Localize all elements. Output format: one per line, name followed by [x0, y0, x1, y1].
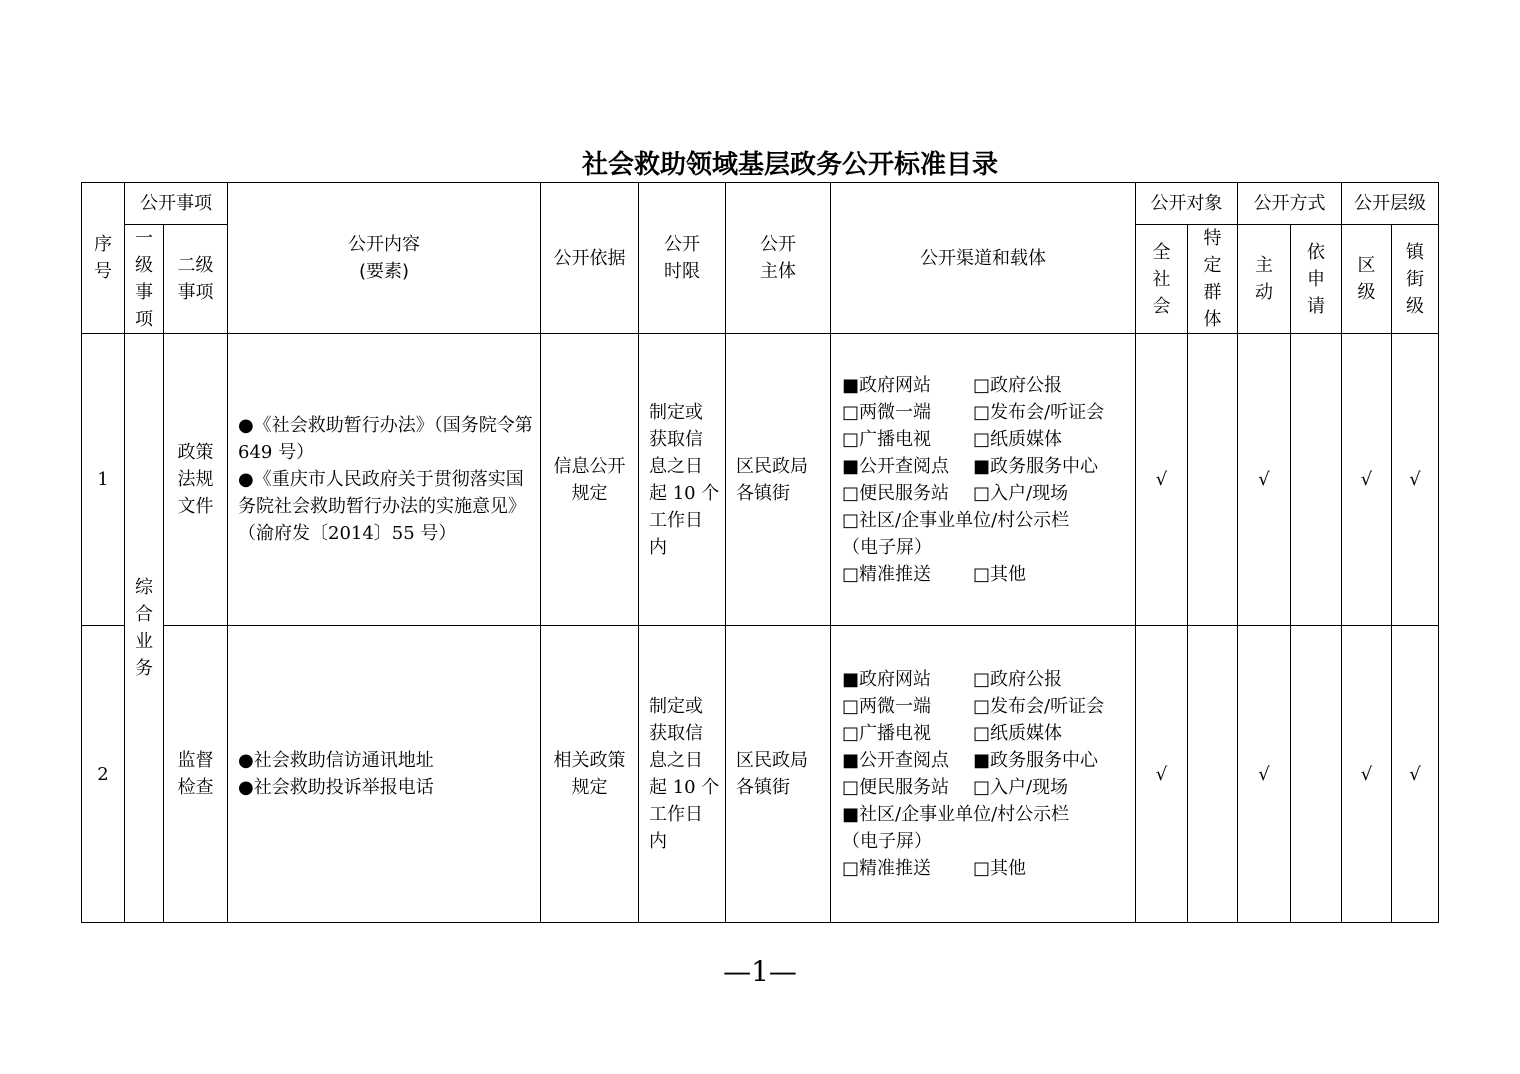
- content-item: ●《社会救助暂行办法》（国务院令第 649 号）: [238, 415, 533, 463]
- channel-line: □精准推送 □其他: [842, 858, 1027, 879]
- header-basis: 公开依据: [541, 183, 639, 334]
- channel-line: □社区/企事业单位/村公示栏: [842, 509, 1070, 531]
- header-target-specific: 特 定 群 体: [1188, 225, 1238, 334]
- header-level2: 二级 事项: [164, 225, 228, 334]
- header-item-group: 公开事项: [125, 183, 228, 225]
- row-level2: 政策 法规 文件: [164, 334, 228, 626]
- row-method-active: √: [1238, 334, 1291, 626]
- document-title: 社会救助领域基层政务公开标准目录: [581, 150, 998, 180]
- header-method-group: 公开方式: [1238, 183, 1342, 225]
- row-content: [228, 334, 541, 626]
- header-target-group: 公开对象: [1136, 183, 1238, 225]
- channel-line: □精准推送 □其他: [842, 563, 1027, 585]
- row-target-all: √: [1136, 334, 1188, 626]
- row-level-district: √: [1342, 334, 1392, 626]
- header-seq: 序 号: [82, 183, 125, 334]
- row-level-town: √: [1392, 334, 1439, 626]
- row-method-request: [1291, 334, 1342, 626]
- header-method-request: 依 申 请: [1291, 225, 1342, 334]
- row-basis: 信息公开 规定: [541, 334, 639, 626]
- row-channels: [831, 626, 1136, 923]
- level1-item: 综 合 业 务: [125, 334, 164, 923]
- row-level2: 监督 检查: [164, 626, 228, 923]
- row-level-district: √: [1342, 626, 1392, 923]
- row-subject: 区民政局 各镇街: [726, 626, 831, 923]
- channel-line: ■公开查阅点 ■政务服务中心: [842, 455, 1099, 477]
- row-method-request: [1291, 626, 1342, 923]
- header-target-all: 全 社 会: [1136, 225, 1188, 334]
- row-content: [228, 626, 541, 923]
- header-level-town: 镇 街 级: [1392, 225, 1439, 334]
- channel-line: （电子屏）: [842, 536, 932, 558]
- table-row: [82, 626, 1439, 923]
- header-row-1: [82, 183, 1439, 225]
- row-subject: 区民政局 各镇街: [726, 334, 831, 626]
- header-level-group: 公开层级: [1342, 183, 1439, 225]
- row-seq: 1: [82, 334, 125, 626]
- row-seq: 2: [82, 626, 125, 923]
- channel-line: □便民服务站 □入户/现场: [842, 482, 1069, 504]
- row-time-limit: 制定或 获取信 息之日 起 10 个 工作日 内: [639, 334, 726, 626]
- table-row: [82, 334, 1439, 626]
- catalog-table: [81, 182, 1439, 923]
- channel-line: ■社区/企事业单位/村公示栏: [842, 804, 1070, 825]
- row-target-specific: [1188, 334, 1238, 626]
- channel-line: □广播电视 □纸质媒体: [842, 428, 1063, 450]
- channel-line: □广播电视 □纸质媒体: [842, 723, 1063, 744]
- header-subject: 公开 主体: [726, 183, 831, 334]
- header-content: 公开内容 (要素): [228, 183, 541, 334]
- row-level-town: √: [1392, 626, 1439, 923]
- row-time-limit: 制定或 获取信 息之日 起 10 个 工作日 内: [639, 626, 726, 923]
- content-item: ●《重庆市人民政府关于贯彻落实国务院社会救助暂行办法的实施意见》（渝府发〔2014〕55 号）: [238, 469, 526, 544]
- row-target-all: √: [1136, 626, 1188, 923]
- header-level-district: 区 级: [1342, 225, 1392, 334]
- row-basis: 相关政策 规定: [541, 626, 639, 923]
- channel-line: （电子屏）: [842, 831, 932, 852]
- row-target-specific: [1188, 626, 1238, 923]
- channel-line: ■公开查阅点 ■政务服务中心: [842, 750, 1099, 771]
- channel-line: □便民服务站 □入户/现场: [842, 777, 1069, 798]
- header-method-active: 主 动: [1238, 225, 1291, 334]
- header-time-limit: 公开 时限: [639, 183, 726, 334]
- channel-line: ■政府网站 □政府公报: [842, 669, 1063, 690]
- channel-line: ■政府网站 □政府公报: [842, 374, 1063, 396]
- header-channels: 公开渠道和载体: [831, 183, 1136, 334]
- row-channels: [831, 334, 1136, 626]
- channel-line: □两微一端 □发布会/听证会: [842, 401, 1105, 423]
- row-method-active: √: [1238, 626, 1291, 923]
- header-level1: 一 级 事 项: [125, 225, 164, 334]
- content-item: ●社会救助投诉举报电话: [238, 777, 434, 798]
- page-number: —1—: [723, 955, 797, 988]
- content-item: ●社会救助信访通讯地址: [238, 750, 434, 771]
- channel-line: □两微一端 □发布会/听证会: [842, 696, 1105, 717]
